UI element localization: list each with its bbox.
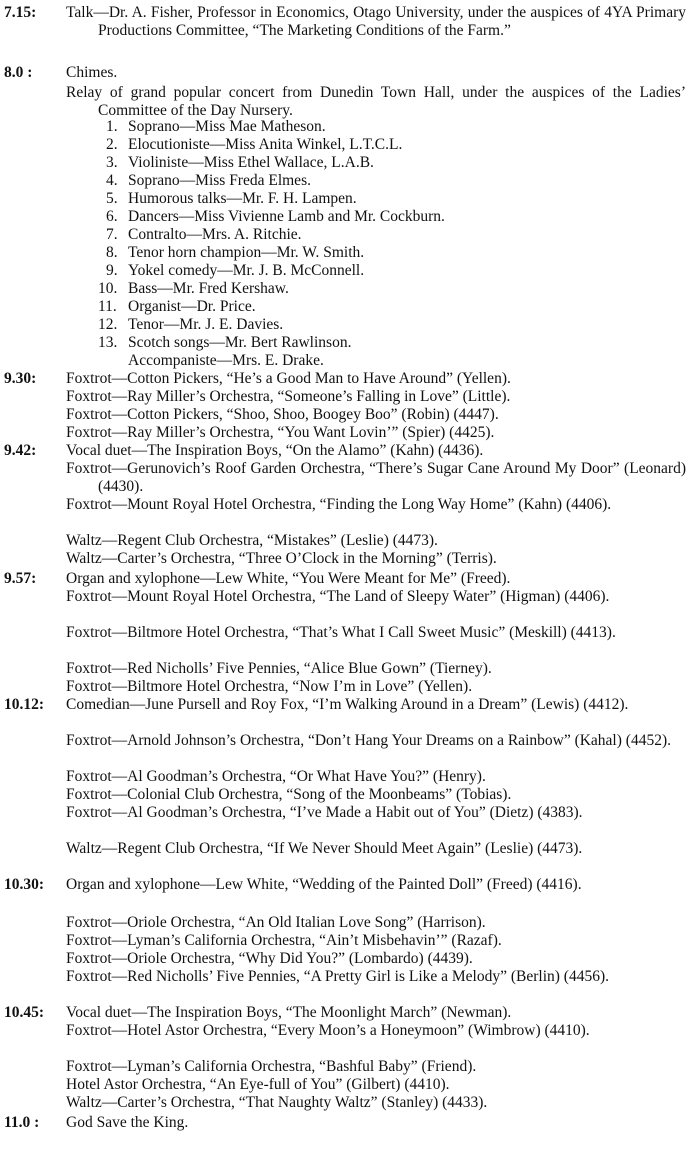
time-label: 9.57: [4,570,37,587]
item-text: Foxtrot—Lyman’s California Orchestra, “Bashful Baby” (Friend). [66,1058,477,1075]
item-text: Foxtrot—Red Nicholls’ Five Pennies, “A Pretty Girl is Like a Melody” (Berlin) (4456). [66,968,609,985]
time-label: 8.0 : [4,64,33,81]
item-text: Foxtrot—Ray Miller’s Orchestra, “You Want Lovin’” (Spier) (4425). [66,424,495,441]
item-text: Contralto—Mrs. A. Ritchie. [128,226,302,243]
item-number: 1. [106,118,118,135]
item-text: Foxtrot—Ray Miller’s Orchestra, “Someone’s Falling in Love” (Little). [66,388,511,405]
item-text: Foxtrot—Cotton Pickers, “He’s a Good Man to Have Around” (Yellen). [66,370,511,387]
item-number: 4. [106,172,118,189]
item-number: 10. [98,280,118,297]
item-number: 2. [106,136,118,153]
item-text: Bass—Mr. Fred Kershaw. [128,280,289,297]
item-text: Foxtrot—Lyman’s California Orchestra, “Ain’t Misbehavin’” (Razaf). [66,932,502,949]
item-text: Scotch songs—Mr. Bert Rawlinson. [128,334,352,351]
item-text: Foxtrot—Red Nicholls’ Five Pennies, “Alice Blue Gown” (Tierney). [66,660,492,677]
item-text: Relay of grand popular concert from Dunedin Town Hall, under the auspices of the Ladies’ Committee of the Day Nursery. [66,84,686,119]
time-label: 10.12: [4,696,45,713]
item-text: Foxtrot—Colonial Club Orchestra, “Song of the Moonbeams” (Tobias). [66,786,512,803]
item-number: 8. [106,244,118,261]
item-text: Foxtrot—Hotel Astor Orchestra, “Every Moon’s a Honeymoon” (Wimbrow) (4410). [66,1022,590,1039]
item-text: Chimes. [66,64,118,81]
item-text: Hotel Astor Orchestra, “An Eye-full of You” (Gilbert) (4410). [66,1076,450,1093]
item-text: Waltz—Carter’s Orchestra, “Three O’Clock in the Morning” (Terris). [66,550,497,567]
item-text: Foxtrot—Oriole Orchestra, “An Old Italian Love Song” (Harrison). [66,914,486,931]
item-text: Tenor horn champion—Mr. W. Smith. [128,244,365,261]
item-text: Foxtrot—Gerunovich’s Roof Garden Orchestra, “There’s Sugar Cane Around My Door” (Leonard) (4430). [66,460,686,495]
item-text: Organ and xylophone—Lew White, “You Were Meant for Me” (Freed). [66,570,511,587]
item-text: God Save the King. [66,1114,189,1131]
item-text: Waltz—Regent Club Orchestra, “If We Never Should Meet Again” (Leslie) (4473). [66,840,583,857]
item-number: 3. [106,154,118,171]
item-text: Yokel comedy—Mr. J. B. McConnell. [128,262,365,279]
time-label: 11.0 : [4,1114,40,1131]
item-text: Foxtrot—Mount Royal Hotel Orchestra, “Finding the Long Way Home” (Kahn) (4406). [66,496,612,513]
item-text: Vocal duet—The Inspiration Boys, “The Moonlight March” (Newman). [66,1004,512,1021]
item-number: 6. [106,208,118,225]
item-number: 12. [98,316,118,333]
item-text: Elocutioniste—Miss Anita Winkel, L.T.C.L. [128,136,403,153]
item-text: Violiniste—Miss Ethel Wallace, L.A.B. [128,154,374,171]
time-label: 10.30: [4,876,45,893]
item-number: 13. [98,334,118,351]
item-number: 9. [106,262,118,279]
time-label: 10.45: [4,1004,45,1021]
item-text: Foxtrot—Arnold Johnson’s Orchestra, “Don’t Hang Your Dreams on a Rainbow” (Kahal) (4452). [66,732,671,749]
item-text: Organist—Dr. Price. [128,298,256,315]
item-text: Foxtrot—Biltmore Hotel Orchestra, “That’s What I Call Sweet Music” (Meskill) (4413). [66,624,616,641]
item-text: Foxtrot—Biltmore Hotel Orchestra, “Now I’m in Love” (Yellen). [66,678,473,695]
time-label: 9.30: [4,370,37,387]
item-text: Foxtrot—Al Goodman’s Orchestra, “Or What Have You?” (Henry). [66,768,486,785]
item-text: Dancers—Miss Vivienne Lamb and Mr. Cockburn. [128,208,445,225]
item-number: 11. [98,298,117,315]
item-text: Accompaniste—Mrs. E. Drake. [128,352,324,369]
item-text: Comedian—June Pursell and Roy Fox, “I’m Walking Around in a Dream” (Lewis) (4412). [66,696,629,713]
item-text: Tenor—Mr. J. E. Davies. [128,316,284,333]
item-text: Waltz—Carter’s Orchestra, “That Naughty Waltz” (Stanley) (4433). [66,1094,488,1111]
item-text: Soprano—Miss Mae Matheson. [128,118,326,135]
item-text: Organ and xylophone—Lew White, “Wedding of the Painted Doll” (Freed) (4416). [66,876,582,893]
item-number: 5. [106,190,118,207]
time-label: 9.42: [4,442,37,459]
item-text: Foxtrot—Oriole Orchestra, “Why Did You?” (Lombardo) (4439). [66,950,473,967]
time-label: 7.15: [4,4,37,21]
item-text: Foxtrot—Mount Royal Hotel Orchestra, “The Land of Sleepy Water” (Higman) (4406). [66,588,610,605]
item-text: Foxtrot—Cotton Pickers, “Shoo, Shoo, Boogey Boo” (Robin) (4447). [66,406,499,423]
item-number: 7. [106,226,118,243]
item-text: Talk—Dr. A. Fisher, Professor in Economics, Otago University, under the auspices of 4YA Primary Productions Committee, “The Marketing Conditions of the Farm.” [66,4,686,39]
item-text: Soprano—Miss Freda Elmes. [128,172,311,189]
item-text: Waltz—Regent Club Orchestra, “Mistakes” (Leslie) (4473). [66,532,438,549]
item-text: Foxtrot—Al Goodman’s Orchestra, “I’ve Made a Habit out of You” (Dietz) (4383). [66,804,583,821]
item-text: Humorous talks—Mr. F. H. Lampen. [128,190,357,207]
item-text: Vocal duet—The Inspiration Boys, “On the Alamo” (Kahn) (4436). [66,442,484,459]
